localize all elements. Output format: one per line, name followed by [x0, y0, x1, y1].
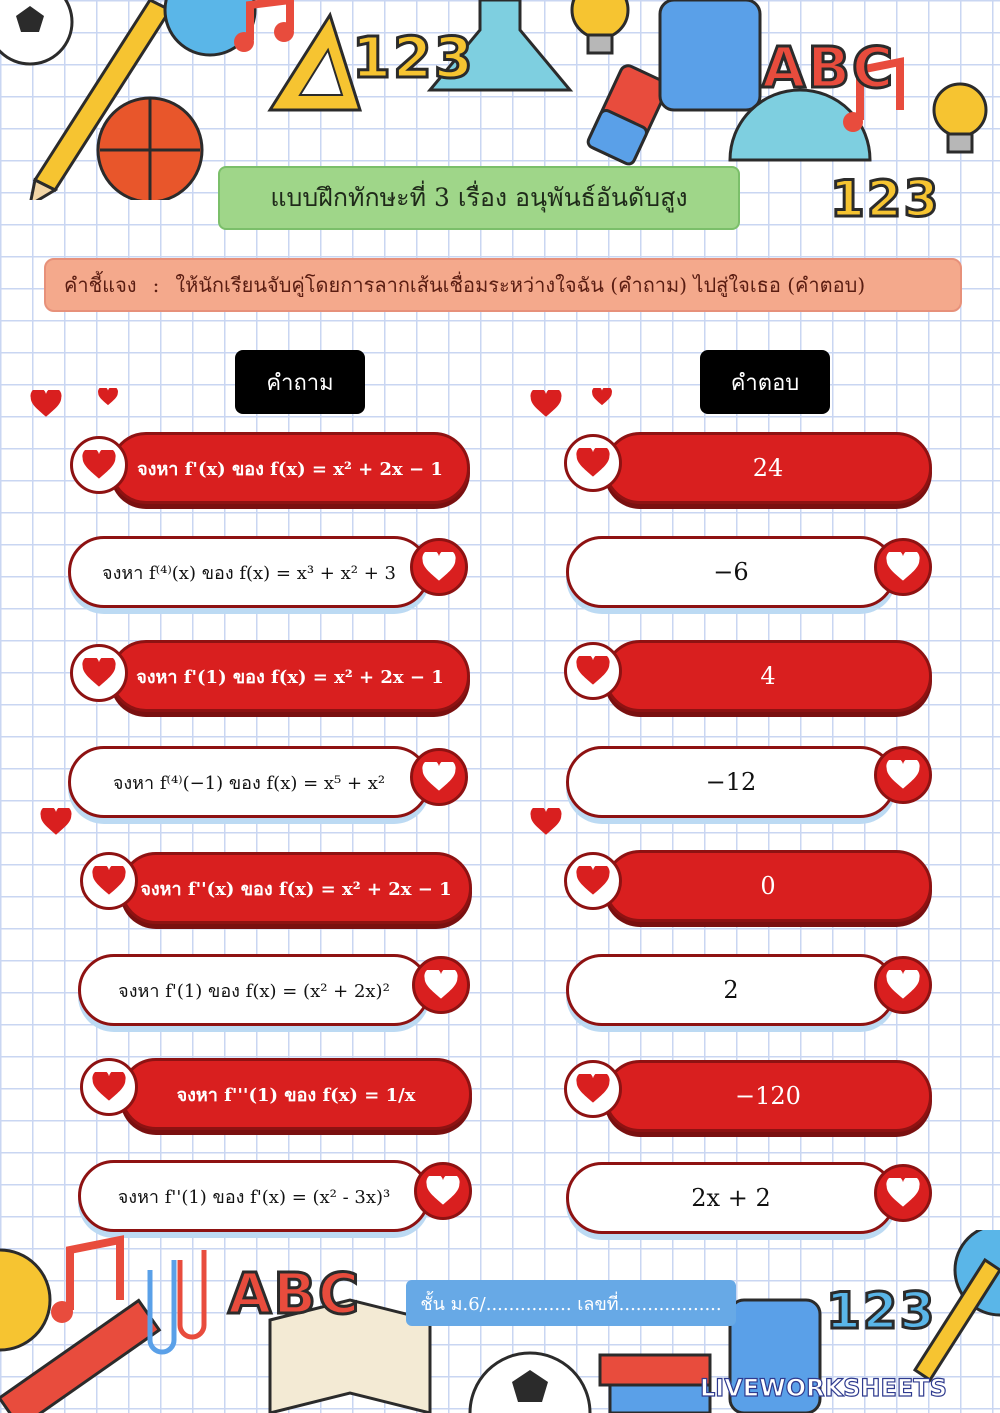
- answer-text: 24: [752, 454, 784, 482]
- question-connector-2[interactable]: [410, 538, 468, 596]
- answer-connector-5[interactable]: [564, 852, 622, 910]
- instruction-bar: [44, 258, 962, 312]
- answer-pill-7[interactable]: [604, 1060, 932, 1132]
- answer-connector-4[interactable]: [874, 746, 932, 804]
- heart-icon: [92, 1072, 126, 1102]
- light-bulb-right-icon: [934, 84, 986, 136]
- heart-icon: [424, 970, 458, 1000]
- heart-icon: [886, 760, 920, 790]
- question-connector-7[interactable]: [80, 1058, 138, 1116]
- question-text: จงหา f''(1) ของ f'(x) = (x² - 3x)³: [117, 1186, 391, 1208]
- small-heart-icon: [40, 808, 72, 836]
- question-pill-6[interactable]: [78, 954, 430, 1026]
- ball-icon: [0, 1250, 50, 1350]
- small-heart-icon: [592, 388, 612, 406]
- heart-icon: [92, 866, 126, 896]
- question-pill-7[interactable]: [120, 1058, 472, 1130]
- answer-text: −6: [713, 558, 749, 586]
- paper-clip-icon: [150, 1260, 174, 1352]
- question-connector-8[interactable]: [414, 1162, 472, 1220]
- small-heart-icon: [98, 388, 118, 406]
- answer-column-heading: คำตอบ: [700, 350, 830, 414]
- answer-text: 4: [760, 662, 776, 690]
- question-text: จงหา f⁽⁴⁾(−1) ของ f(x) = x⁵ + x²: [112, 772, 386, 794]
- question-connector-1[interactable]: [70, 436, 128, 494]
- heart-icon: [886, 970, 920, 1000]
- answer-pill-3[interactable]: [604, 640, 932, 712]
- question-connector-6[interactable]: [412, 956, 470, 1014]
- deco-123-bottom: 123: [826, 1282, 937, 1340]
- instruction-separator: :: [152, 273, 160, 297]
- answer-connector-8[interactable]: [874, 1164, 932, 1222]
- heart-icon: [82, 450, 116, 480]
- question-text: จงหา f⁽⁴⁾(x) ของ f(x) = x³ + x² + 3: [102, 562, 396, 584]
- backpack-icon: [660, 0, 760, 110]
- question-pill-8[interactable]: [78, 1160, 430, 1232]
- small-heart-icon: [530, 808, 562, 836]
- heart-icon: [886, 552, 920, 582]
- question-pill-2[interactable]: [68, 536, 430, 608]
- question-pill-1[interactable]: [110, 432, 470, 504]
- heart-icon: [82, 658, 116, 688]
- music-note-bottom-icon: [70, 1240, 120, 1310]
- heart-icon: [576, 1074, 610, 1104]
- heart-icon: [886, 1178, 920, 1208]
- answer-pill-2[interactable]: [566, 536, 896, 608]
- stacked-books-icon: [600, 1355, 710, 1385]
- question-connector-4[interactable]: [410, 748, 468, 806]
- answer-text: −12: [705, 768, 757, 796]
- answer-text: −120: [735, 1082, 801, 1110]
- heart-icon: [576, 448, 610, 478]
- answer-text: 2: [723, 976, 739, 1004]
- heart-icon: [422, 762, 456, 792]
- answer-connector-2[interactable]: [874, 538, 932, 596]
- answer-connector-1[interactable]: [564, 434, 622, 492]
- class-number-field[interactable]: ชั้น ม.6/............... เลขที่..................: [406, 1280, 736, 1326]
- deco-123-right: 123: [830, 170, 941, 228]
- answer-connector-6[interactable]: [874, 956, 932, 1014]
- question-text: จงหา f'(x) ของ f(x) = x² + 2x − 1: [137, 458, 443, 480]
- question-pill-3[interactable]: [110, 640, 470, 712]
- question-pill-4[interactable]: [68, 746, 430, 818]
- deco-abc-top: ABC: [762, 36, 896, 101]
- answer-pill-8[interactable]: [566, 1162, 896, 1234]
- liveworksheets-watermark: LIVEWORKSHEETS: [700, 1374, 947, 1402]
- answer-pill-6[interactable]: [566, 954, 896, 1026]
- heart-icon: [576, 656, 610, 686]
- deco-abc-bottom: ABC: [228, 1262, 362, 1327]
- heart-icon: [422, 552, 456, 582]
- heart-icon: [426, 1176, 460, 1206]
- answer-connector-7[interactable]: [564, 1060, 622, 1118]
- deco-123-top: 123: [352, 26, 475, 91]
- question-text: จงหา f'(1) ของ f(x) = x² + 2x − 1: [136, 666, 444, 688]
- instruction-text: ให้นักเรียนจับคู่โดยการลากเส้นเชื่อมระหว่างใจฉัน (คำถาม) ไปสู่ใจเธอ (คำตอบ): [175, 273, 866, 297]
- small-heart-icon: [530, 390, 562, 418]
- answer-pill-4[interactable]: [566, 746, 896, 818]
- question-connector-5[interactable]: [80, 852, 138, 910]
- answer-pill-5[interactable]: [604, 850, 932, 922]
- heart-icon: [576, 866, 610, 896]
- question-text: จงหา f'(1) ของ f(x) = (x² + 2x)²: [118, 980, 390, 1002]
- answer-pill-1[interactable]: [604, 432, 932, 504]
- paper-clip-icon: [180, 1250, 204, 1337]
- instruction-label: คำชี้แจง: [64, 273, 137, 297]
- answer-text: 2x + 2: [691, 1184, 771, 1212]
- small-heart-icon: [30, 390, 62, 418]
- question-column-heading: คำถาม: [235, 350, 365, 414]
- question-text: จงหา f''(x) ของ f(x) = x² + 2x − 1: [140, 878, 452, 900]
- question-text: จงหา f'''(1) ของ f(x) = 1/x: [176, 1084, 416, 1106]
- question-pill-5[interactable]: [120, 852, 472, 924]
- answer-connector-3[interactable]: [564, 642, 622, 700]
- light-bulb-icon: [572, 0, 628, 38]
- answer-text: 0: [760, 872, 776, 900]
- eraser-icon: [586, 63, 669, 166]
- question-connector-3[interactable]: [70, 644, 128, 702]
- page-title: แบบฝึกทักษะที่ 3 เรื่อง อนุพันธ์อันดับสูง: [218, 166, 740, 230]
